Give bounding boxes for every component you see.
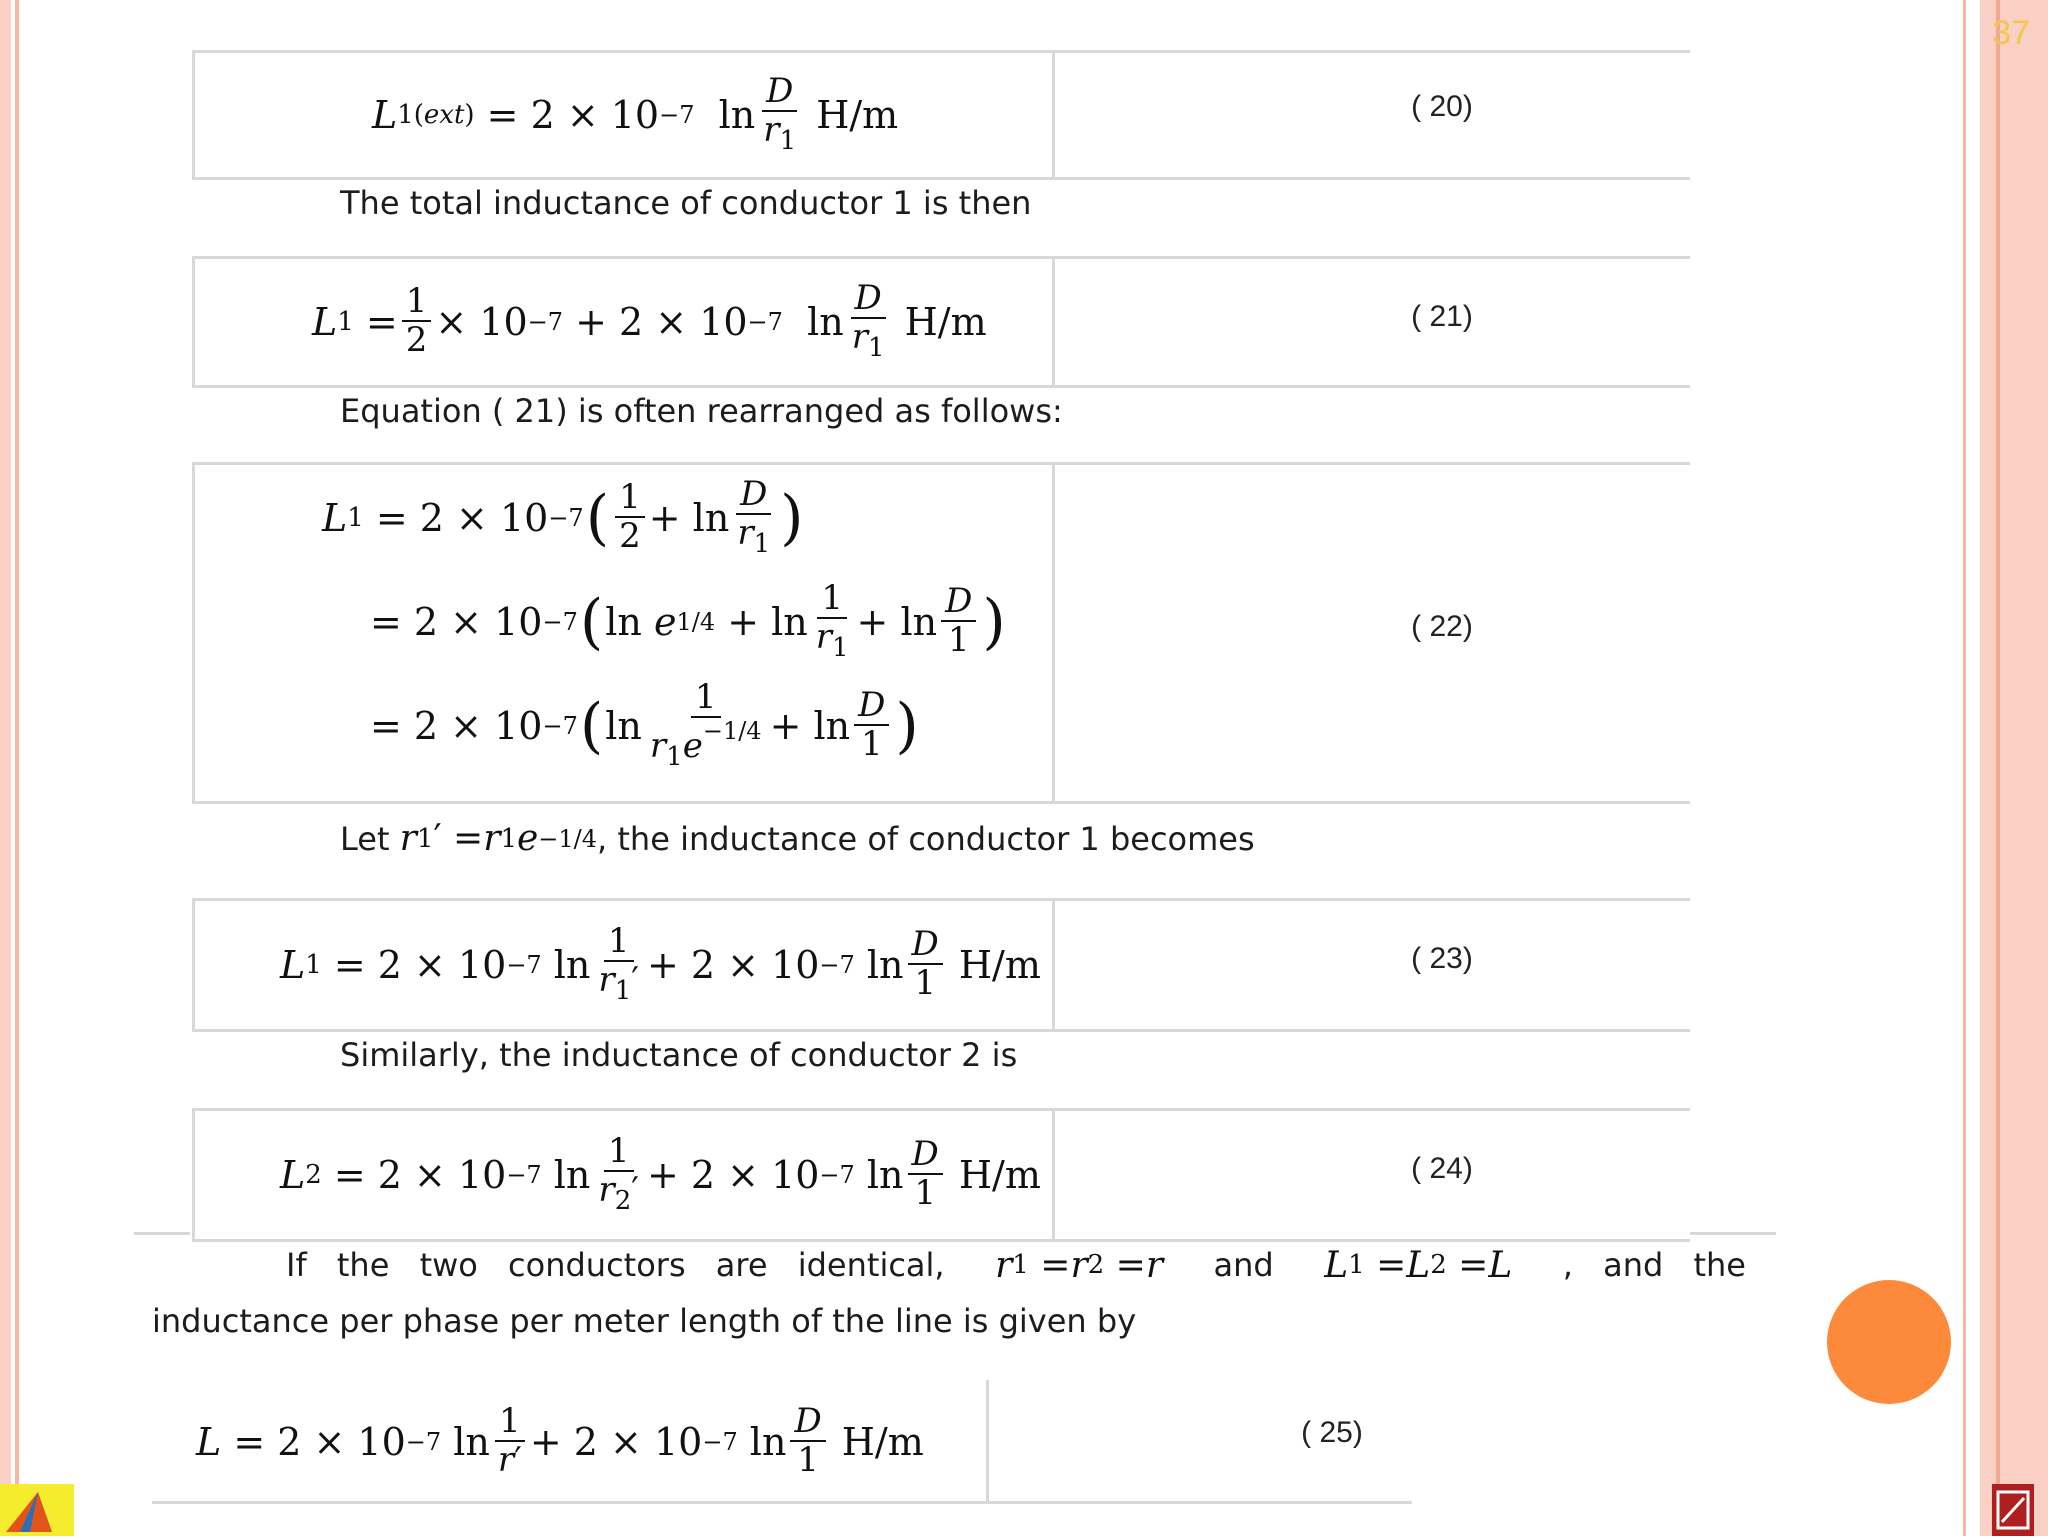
equation-23: L 1 = 2 × 10 −7 ln $\frac{1}{r_1'}$ + 2 × 10 −7 ln $\frac{D}{1}$ H/m (280, 921, 1041, 1007)
left-border-line (15, 0, 19, 1536)
accent-circle (1827, 1280, 1951, 1404)
paragraph-identical-line-2: inductance per phase per meter length of the line is given by (152, 1302, 1137, 1340)
equation-box-20 (192, 50, 1690, 180)
equation-22-line-2: = 2 × 10 −7 ( ln e 1/4 + ln $\frac{1}{r_1}$ + ln $\frac{D}{1}$ ) (370, 578, 1006, 664)
paragraph-let-r1-prime: Let r 1 ′ = r 1 e −1/4 , the inductance of conductor 1 becomes (340, 818, 1255, 859)
matlab-logo-icon (0, 1484, 74, 1536)
equation-number: ( 20) (1411, 90, 1473, 123)
equation-box-23 (192, 898, 1690, 1032)
right-border (1980, 0, 2048, 1536)
divider-right (1690, 1232, 1776, 1235)
university-logo-icon (1992, 1484, 2034, 1536)
equation-box-22 (192, 462, 1690, 804)
equation-number: ( 21) (1411, 300, 1473, 333)
equation-number: ( 24) (1411, 1152, 1473, 1185)
paragraph-conductor-2: Similarly, the inductance of conductor 2 is (340, 1036, 1018, 1074)
equation-21: L 1 = $\frac{1}{2}$ × 10 −7 + 2 × 10 −7 ln $\frac{D}{r_1}$ H/m (312, 278, 987, 364)
equation-number: ( 25) (1301, 1416, 1363, 1449)
paragraph-total-inductance: The total inductance of conductor 1 is then (340, 184, 1032, 222)
equation-22-line-3: = 2 × 10 −7 ( ln $\frac{1}{r_1e^{-1/4}}$ + ln $\frac{D}{1}$ ) (370, 677, 919, 773)
equation-20: L 1(ext) = 2 × 10 −7 ln $\frac{D}{r_1}$ H/m (372, 71, 899, 157)
left-border (0, 0, 11, 1536)
paragraph-rearranged: Equation ( 21) is often rearranged as follows: (340, 392, 1063, 430)
right-border-line (1963, 0, 1966, 1536)
equation-box-21 (192, 256, 1690, 388)
equation-box-25 (152, 1380, 1412, 1504)
equation-22-line-1: L 1 = 2 × 10 −7 ( $\frac{1}{2}$ + ln $\frac{D}{r_1}$ ) (322, 474, 804, 560)
right-border-accent (1996, 0, 2000, 1536)
paragraph-identical-line-1: If the two conductors are identical, r 1 = r 2 = r and L 1 = L 2 = L , and the (286, 1244, 1746, 1286)
equation-number: ( 22) (1411, 610, 1473, 643)
equation-24: L 2 = 2 × 10 −7 ln $\frac{1}{r_2'}$ + 2 × 10 −7 ln $\frac{D}{1}$ H/m (280, 1131, 1041, 1217)
equation-box-24 (192, 1108, 1690, 1242)
divider-left (134, 1232, 190, 1235)
equation-25: L = 2 × 10 −7 ln $\frac{1}{r'}$ + 2 × 10 −7 ln $\frac{D}{1}$ H/m (196, 1401, 924, 1481)
slide-number: 37 (1992, 14, 2030, 52)
equation-number: ( 23) (1411, 942, 1473, 975)
